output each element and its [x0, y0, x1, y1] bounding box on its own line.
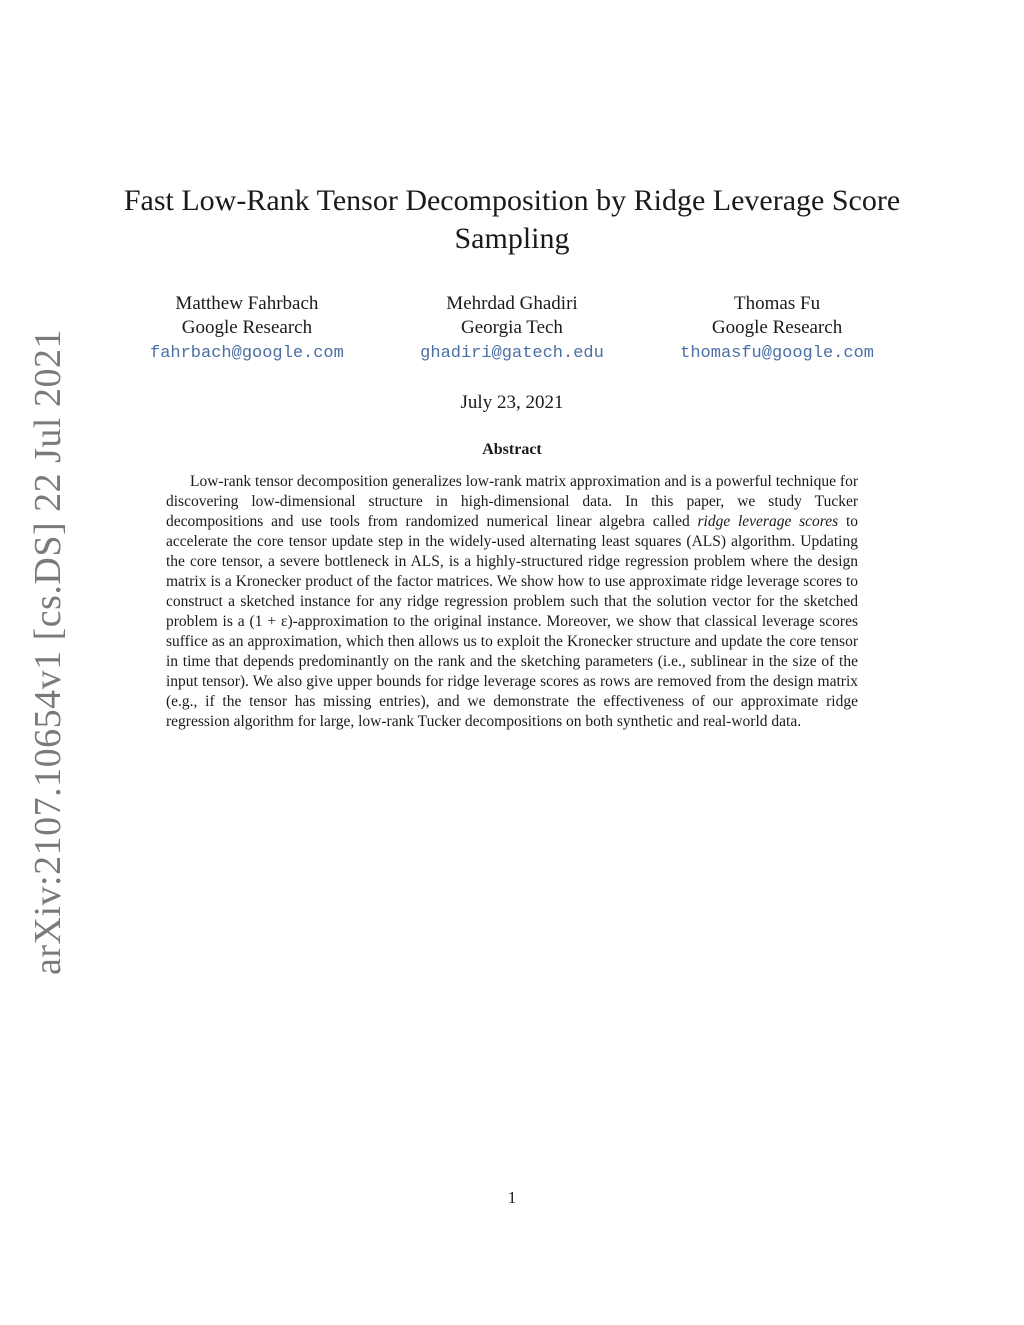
author-list	[150, 292, 874, 366]
author-block	[420, 292, 604, 366]
author-affiliation: Georgia Tech	[461, 317, 563, 338]
author-name: Thomas Fu	[734, 293, 821, 314]
author-affiliation: Google Research	[181, 317, 313, 338]
publication-date: July 23, 2021	[460, 392, 564, 413]
author-email-link[interactable]: fahrbach@google.com	[150, 344, 344, 363]
author-affiliation: Google Research	[711, 317, 843, 338]
abstract-emphasis: ridge leverage scores	[697, 513, 839, 530]
author-email-link[interactable]: thomasfu@google.com	[680, 344, 874, 363]
author-block	[150, 292, 344, 366]
author-email-link[interactable]: ghadiri@gatech.edu	[420, 344, 604, 363]
author-name: Mehrdad Ghadiri	[446, 293, 578, 314]
abstract-heading: Abstract	[482, 441, 542, 458]
abstract-text-part: to accelerate the core tensor update step in the widely-used alternating least squares (ALS) algorithm. Updating the core tensor, a severe bottleneck in ALS, is a highly-structured ridge regression problem where the design matrix is a Kronecker product of the factor matrices. We show how to use approximate ridge leverage scores to construct a sketched instance for any ridge regression problem such that the solution vector for the sketched problem is a (1 + ε)-approximation to the original instance. Moreover, we show that classical leverage scores suffice as an approximation, which then allows us to exploit the Kronecker structure and update the core tensor in time that depends predominantly on the rank and the sketching parameters (i.e., sublinear in the size of the input tensor). We also give upper bounds for ridge leverage scores as rows are removed from the design matrix (e.g., if the tensor has missing entries), and we demonstrate the effectiveness of our approximate ridge regression algorithm for large, low-rank Tucker decompositions on both synthetic and real-world data.	[166, 513, 859, 730]
author-name: Matthew Fahrbach	[175, 293, 319, 314]
arxiv-identifier-stamp: arXiv:2107.10654v1 [cs.DS] 22 Jul 2021	[27, 329, 69, 975]
author-block	[680, 292, 874, 366]
abstract-text-part: Low-rank tensor decomposition generalizes low-rank matrix approximation and is a powerful technique for discovering low-dimensional structure in high-dimensional data. In this paper, we study Tucker decompositions and use tools from randomized numerical linear algebra called	[166, 473, 858, 530]
page-number: 1	[507, 1188, 517, 1207]
paper-title: Fast Low-Rank Tensor Decomposition by Ridge Leverage Score Sampling	[123, 184, 901, 255]
abstract-text	[166, 472, 858, 732]
